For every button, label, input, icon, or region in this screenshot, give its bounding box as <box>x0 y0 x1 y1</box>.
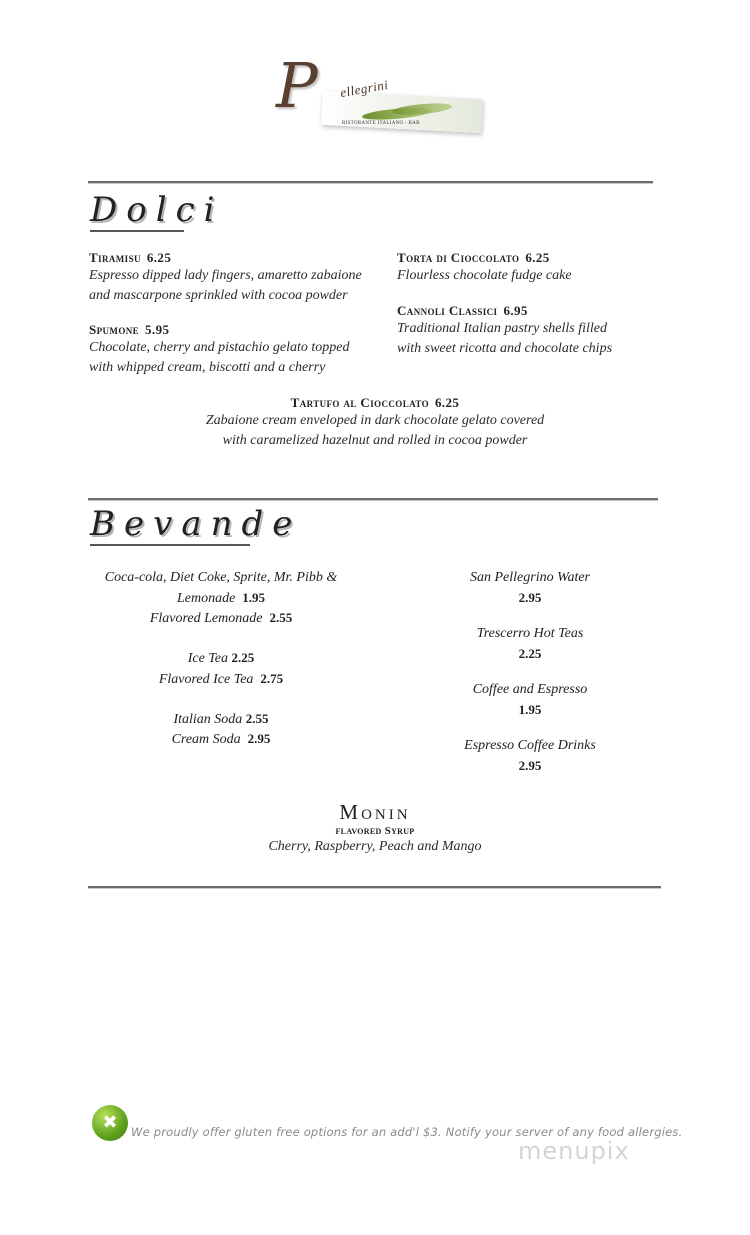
item-description: Traditional Italian pastry shells filled <box>397 321 608 336</box>
item-price: 5.95 <box>145 322 170 337</box>
item-name: Cannoli Classici <box>397 303 498 318</box>
menu-item-tiramisu <box>89 250 379 306</box>
item-description: Chocolate, cherry and pistachio gelato topped <box>89 340 350 355</box>
item-price: 6.25 <box>146 250 172 265</box>
logo-subtitle: RISTORANTE ITALIANO - BAR <box>342 121 420 126</box>
dolci-heading <box>90 190 224 232</box>
section-title-bevande: Bevande <box>90 504 302 544</box>
beverage-item: Coffee and Espresso 1.95 <box>472 682 588 717</box>
item-description: Zabaione cream enveloped in dark chocolate gelato covered <box>205 413 545 428</box>
item-name: Tiramisu <box>89 250 141 265</box>
item-price: 6.95 <box>503 303 528 318</box>
monin-flavors: Cherry, Raspberry, Peach and Mango <box>268 839 482 854</box>
monin-block <box>225 800 525 857</box>
menu-item-torta <box>397 250 677 286</box>
beverage-item: Ice Tea 2.25 <box>187 650 255 666</box>
gluten-free-note: We proudly offer gluten free options for an add'l $3. Notify your server of any food allergies. <box>131 1125 683 1139</box>
item-description: with caramelized hazelnut and rolled in cocoa powder <box>222 433 528 448</box>
beverages-left-column <box>90 568 352 750</box>
beverage-item: Espresso Coffee Drinks 2.95 <box>464 738 596 773</box>
section-divider <box>88 181 653 184</box>
title-underline <box>90 544 250 546</box>
beverage-item: Trescerro Hot Teas 2.25 <box>476 626 584 661</box>
bevande-heading <box>90 504 301 546</box>
item-name: Spumone <box>89 322 140 337</box>
item-name: Tartufo al Cioccolato <box>290 395 429 410</box>
monin-subtitle: flavored Syrup <box>335 825 415 837</box>
section-divider <box>88 498 658 501</box>
item-name: Torta di Cioccolato <box>397 250 520 265</box>
logo-name: ellegrini <box>338 76 390 101</box>
gluten-free-icon: ✖ <box>92 1105 128 1141</box>
item-description: Flourless chocolate fudge cake <box>397 268 572 283</box>
section-divider <box>88 886 661 889</box>
item-description: with whipped cream, biscotti and a cherry <box>89 360 326 375</box>
restaurant-logo <box>270 49 495 135</box>
monin-title: Monin <box>339 800 411 824</box>
item-description: Espresso dipped lady fingers, amaretto zabaione <box>89 268 362 283</box>
menu-item-cannoli <box>397 303 677 359</box>
title-underline <box>90 230 184 232</box>
item-price: 6.25 <box>525 250 550 265</box>
item-description: with sweet ricotta and chocolate chips <box>397 341 613 356</box>
beverage-item: Coca-cola, Diet Coke, Sprite, Mr. Pibb & <box>104 570 338 585</box>
beverage-item: Lemonade 1.95 <box>176 589 266 606</box>
item-description: and mascarpone sprinkled with cocoa powder <box>89 288 348 303</box>
beverage-item: Flavored Lemonade 2.55 <box>149 610 293 626</box>
watermark: menupix <box>518 1137 630 1165</box>
logo-initial: P <box>276 49 318 122</box>
item-price: 6.25 <box>434 395 460 410</box>
beverages-right-column <box>430 568 630 775</box>
beverage-item: Flavored Ice Tea 2.75 <box>158 670 284 687</box>
section-title-dolci: Dolci <box>90 190 224 230</box>
menu-item-spumone <box>89 322 379 378</box>
beverage-item: Cream Soda 2.95 <box>171 731 271 747</box>
beverage-item: San Pellegrino Water 2.95 <box>469 570 591 605</box>
menu-item-tartufo <box>150 395 600 451</box>
beverage-item: Italian Soda 2.55 <box>173 710 269 727</box>
